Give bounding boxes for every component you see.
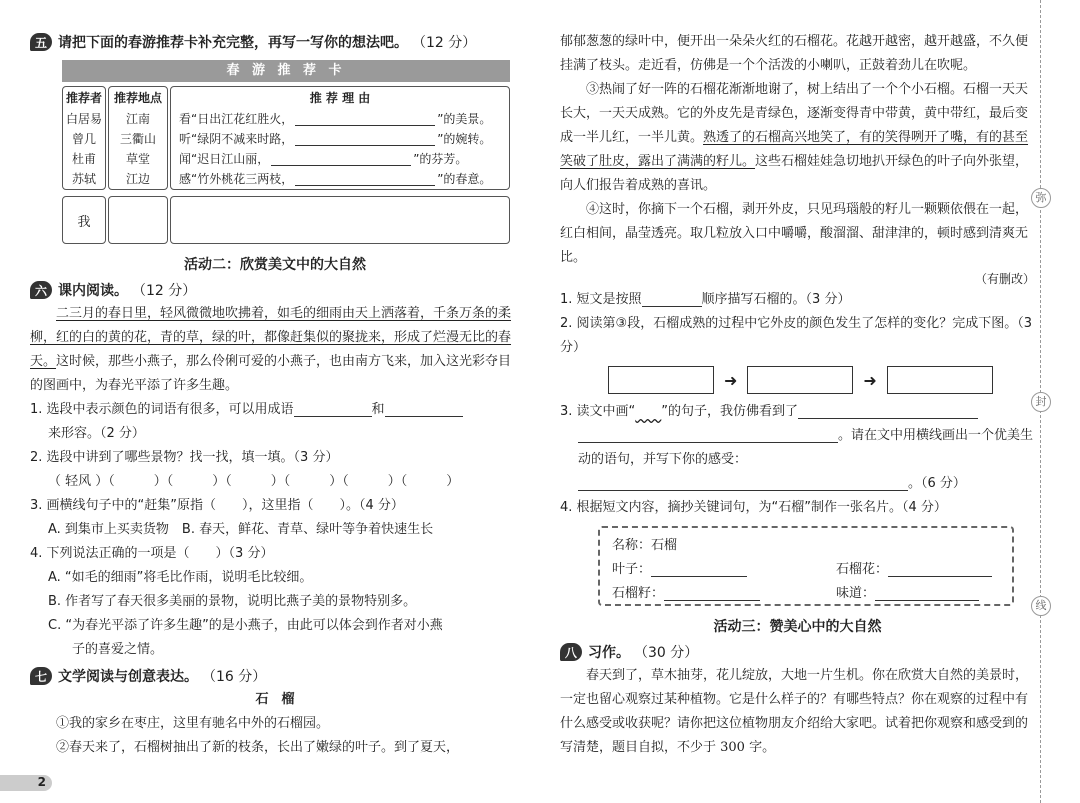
answer-box[interactable] xyxy=(887,366,993,394)
arrow-right-icon: ➜ xyxy=(863,370,877,390)
answer-blank[interactable] xyxy=(664,586,760,601)
section-title: 文学阅读与创意表达。 xyxy=(58,669,198,685)
person-cell: 苏轼 xyxy=(71,172,96,186)
question-text: 。（6 分） xyxy=(908,476,966,491)
section-5-header xyxy=(30,30,520,54)
question-4: 4. 下列说法正确的一项是（ ）（3 分） xyxy=(30,546,274,561)
question-text: 1. 短文是按照 xyxy=(560,292,642,307)
passage-text: ③热闹了好一阵的石榴花渐渐地谢了，树上结出了一个个小石榴。石榴一天天长大，一天天成熟。它的外皮先是青绿色，逐渐变得青中带黄，黄中带红，最后变成一半儿红，一半儿黄。 xyxy=(560,82,1029,145)
question-1 xyxy=(30,398,520,422)
answer-blank[interactable] xyxy=(875,586,979,601)
question-2-fill[interactable]: （ 轻风 ）（ ）（ ）（ ）（ ）（ ）（ ） xyxy=(48,474,460,489)
essay-paragraph-1: ①我的家乡在枣庄，这里有驰名中外的石榴园。 xyxy=(56,716,330,731)
card-flower-field xyxy=(836,558,992,577)
place-cell: 三衢山 xyxy=(119,132,156,146)
question-2: 2. 选段中讲到了哪些景物？找一找，填一填。（3 分） xyxy=(30,450,339,465)
essay-title: 石 榴 xyxy=(255,692,295,707)
essay-paragraph-4: ④这时，你摘下一个石榴，剥开外皮，只见玛瑙般的籽儿一颗颗依偎在一起，红白相间，晶莹透亮。取几粒放入口中嚼嚼，酸溜溜、甜津津的，顿时感到清爽无比。 xyxy=(560,202,1029,265)
recommend-card-table xyxy=(62,86,510,244)
reading-passage xyxy=(30,302,520,398)
my-reason-box[interactable] xyxy=(170,196,510,244)
question-3-options: A. 到集市上买卖货物 B. 春天，鲜花、青草、绿叶等争着快速生长 xyxy=(48,522,434,537)
person-column xyxy=(62,86,106,190)
card-name: 名称：石榴 xyxy=(612,538,678,553)
section-7-header xyxy=(30,664,520,688)
left-column xyxy=(30,30,520,760)
section-number-badge: 八 xyxy=(560,643,582,661)
section-points: （12 分） xyxy=(132,283,197,299)
reason-text: ”的婉转。 xyxy=(437,132,492,146)
passage-text: 这时候，那些小燕子，那么伶俐可爱的小燕子，也由南方飞来，加入这光彩夺目的图画中，为春光平添了许多生趣。 xyxy=(30,354,512,393)
section-points: （16 分） xyxy=(202,669,267,685)
question-3: 3. 画横线句子中的“赶集”原指（ ），这里指（ ）。（4 分） xyxy=(30,498,404,513)
reason-text: ”的芬芳。 xyxy=(413,152,468,166)
underlined-sentence: 熟透了的石榴高兴地笑了，有的笑得咧开了嘴，有的甚至笑破了肚皮，露出了满满的籽儿。 xyxy=(560,130,1029,169)
question-text: 1. 选段中表示颜色的词语有很多，可以用成语 xyxy=(30,402,294,417)
reason-column xyxy=(170,86,510,190)
answer-blank[interactable] xyxy=(798,404,978,419)
question-text: 。请在文中用横线画出一个优美生动的语句，并写下你的感受： xyxy=(578,428,1034,467)
option-c[interactable]: C. “为春光平添了许多生趣”的是小燕子，由此可以体会到作者对小燕 xyxy=(48,618,443,633)
person-cell: 白居易 xyxy=(65,112,102,126)
question-text: 顺序描写石榴的。（3 分） xyxy=(701,292,851,307)
question-text: 和 xyxy=(371,402,385,417)
field-label: 石榴花： xyxy=(836,562,889,577)
binding-char: 封 xyxy=(1031,392,1051,412)
right-column xyxy=(560,30,1035,760)
place-cell: 草堂 xyxy=(125,152,150,166)
answer-box[interactable] xyxy=(608,366,714,394)
passage-text: 这些石榴娃娃急切地扒开绿色的叶子向外张望，向人们报告着成熟的喜讯。 xyxy=(560,154,1029,193)
question-1-cont: 来形容。（2 分） xyxy=(48,426,145,441)
answer-blank[interactable] xyxy=(294,402,372,417)
option-c-cont: 子的喜爱之情。 xyxy=(72,642,164,657)
me-cell xyxy=(62,196,106,244)
place-cell: 江南 xyxy=(125,112,150,126)
answer-blank[interactable] xyxy=(651,562,747,577)
s7-question-3 xyxy=(560,400,1035,424)
person-cell: 曾几 xyxy=(71,132,96,146)
reason-row xyxy=(171,149,509,169)
s7-question-1 xyxy=(560,288,1035,312)
reason-text: ”的春意。 xyxy=(437,172,492,186)
question-text: 3. 读文中画“ xyxy=(560,404,636,419)
reason-text: 看“日出江花红胜火， xyxy=(179,112,294,126)
binding-char: 弥 xyxy=(1031,188,1051,208)
reason-text: 感“竹外桃花三两枝， xyxy=(179,172,294,186)
answer-box[interactable] xyxy=(747,366,853,394)
col-header-person: 推荐者 xyxy=(65,91,102,105)
section-number-badge: 六 xyxy=(30,281,52,299)
field-label: 石榴籽： xyxy=(612,586,665,601)
reason-row xyxy=(171,109,509,129)
s7-question-4: 4. 根据短文内容，摘抄关键词句，为“石榴”制作一张名片。（4 分） xyxy=(560,500,947,515)
answer-blank[interactable] xyxy=(295,113,435,126)
place-cell: 江边 xyxy=(125,172,150,186)
card-seed-field xyxy=(612,582,760,601)
source-note: （有删改） xyxy=(974,272,1035,286)
essay-paragraph-3 xyxy=(560,78,1035,198)
me-label: 我 xyxy=(77,214,91,230)
binding-char: 线 xyxy=(1031,596,1051,616)
section-number-badge: 五 xyxy=(30,33,52,51)
answer-blank[interactable] xyxy=(888,562,992,577)
person-cell: 杜甫 xyxy=(71,152,96,166)
color-change-diagram xyxy=(608,366,1035,394)
reason-text: 闻“迟日江山丽， xyxy=(179,152,270,166)
section-title: 习作。 xyxy=(588,645,630,661)
writing-prompt: 春天到了，草木抽芽，花儿绽放，大地一片生机。你在欣赏大自然的美景时，一定也留心观察过某种植物。它是什么样子的？有哪些特点？你在观察的过程中有什么感受或收获呢？请你把这位植物朋友介绍给大家吧。试着把你观察和感受到的写清楚，题目自拟，不少于 300 字。 xyxy=(560,668,1029,755)
page-number: 2 xyxy=(0,775,52,791)
answer-blank[interactable] xyxy=(295,133,435,146)
answer-blank[interactable] xyxy=(578,476,908,491)
activity-3-title: 活动三：赞美心中的大自然 xyxy=(713,619,882,635)
section-6-header xyxy=(30,278,520,302)
wavy-mark-icon xyxy=(635,404,661,419)
answer-blank[interactable] xyxy=(642,292,702,307)
reason-row xyxy=(171,169,509,189)
col-header-reason: 推 荐 理 由 xyxy=(309,91,371,105)
s7-question-3-cont xyxy=(560,424,1035,472)
option-a[interactable]: A. “如毛的细雨”将毛比作雨，说明毛比较细。 xyxy=(48,570,313,585)
reason-text: ”的美景。 xyxy=(437,112,492,126)
place-column xyxy=(108,86,168,190)
section-8-header xyxy=(560,640,1035,664)
s7-question-2: 2. 阅读第③段，石榴成熟的过程中它外皮的颜色发生了怎样的变化？完成下图。（3 分） xyxy=(560,316,1032,355)
card-leaf-field xyxy=(612,558,747,577)
col-header-place: 推荐地点 xyxy=(113,91,162,105)
section-points: （12 分） xyxy=(412,35,477,51)
option-b[interactable]: B. 作者写了春天很多美丽的景物，说明比燕子美的景物特别多。 xyxy=(48,594,417,609)
field-label: 味道： xyxy=(836,586,876,601)
answer-blank[interactable] xyxy=(578,428,838,443)
card-taste-field xyxy=(836,582,979,601)
section-points: （30 分） xyxy=(634,645,699,661)
question-text: ”的句子，我仿佛看到了 xyxy=(661,404,799,419)
my-place-box[interactable] xyxy=(108,196,168,244)
answer-blank[interactable] xyxy=(271,153,411,166)
reason-text: 听“绿阴不减来时路， xyxy=(179,132,294,146)
section-title: 课内阅读。 xyxy=(58,283,128,299)
underlined-sentence: 二三月的春日里，轻风微微地吹拂着，如毛的细雨由天上洒落着，千条万条的柔柳，红的白的黄的花，青的草，绿的叶，都像赶集似的聚拢来，形成了烂漫无比的春天。 xyxy=(30,306,512,369)
section-number-badge: 七 xyxy=(30,667,52,685)
s7-question-3-end xyxy=(560,472,1035,496)
answer-blank[interactable] xyxy=(385,402,463,417)
recommend-card-title: 春 游 推 荐 卡 xyxy=(62,60,510,82)
answer-blank[interactable] xyxy=(295,173,435,186)
essay-paragraph-2: ②春天来了，石榴树抽出了新的枝条，长出了嫩绿的叶子。到了夏天， xyxy=(56,740,460,755)
arrow-right-icon: ➜ xyxy=(724,370,738,390)
section-title: 请把下面的春游推荐卡补充完整，再写一写你的想法吧。 xyxy=(58,35,408,51)
activity-2-title: 活动二：欣赏美文中的大自然 xyxy=(184,257,366,273)
essay-paragraph-2-cont: 郁郁葱葱的绿叶中，便开出一朵朵火红的石榴花。花越开越密，越开越盛，不久便挂满了枝头。走近看，仿佛是一个个活泼的小喇叭，正鼓着劲儿在吹呢。 xyxy=(560,34,1029,73)
pomegranate-name-card xyxy=(598,526,1014,606)
field-label: 叶子： xyxy=(612,562,652,577)
reason-row xyxy=(171,129,509,149)
